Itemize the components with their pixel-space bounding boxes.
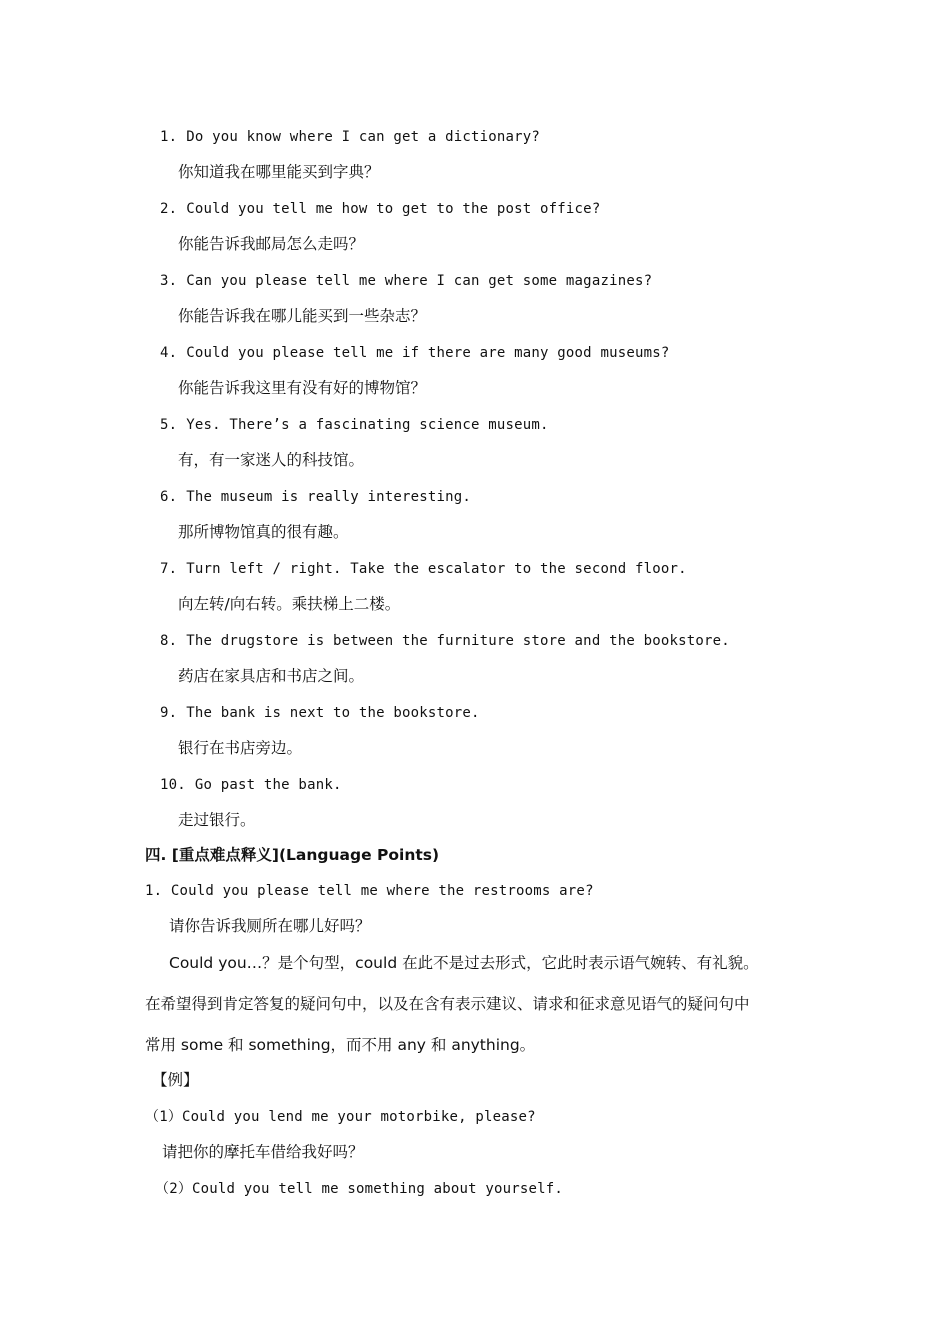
sentence-translation: 你能告诉我在哪儿能买到一些杂志？	[178, 307, 427, 325]
sentence-english	[160, 487, 471, 507]
sentence-translation: 你能告诉我这里有没有好的博物馆？	[178, 379, 427, 397]
sentence-number: 5.	[160, 417, 178, 433]
sentence-text: Can you please tell me where I can get some magazines?	[186, 273, 653, 289]
explanation-line-2: 在希望得到肯定答复的疑问句中，以及在含有表示建议、请求和征求意见语气的疑问句中	[145, 995, 750, 1013]
sentence-number: 8.	[160, 633, 178, 649]
example-2: （2）Could you tell me something about yourself.	[155, 1181, 564, 1197]
example-1: （1）Could you lend me your motorbike, please?	[145, 1109, 536, 1125]
sentence-number: 2.	[160, 201, 178, 217]
sentence-translation: 银行在书店旁边。	[178, 739, 303, 757]
sentence-number: 7.	[160, 561, 178, 577]
example-1-translation: 请把你的摩托车借给我好吗？	[162, 1143, 364, 1161]
sentence-number: 6.	[160, 489, 178, 505]
explanation-line-1: Could you…？是个句型，could 在此不是过去形式，它此时表示语气婉转、有礼貌。	[169, 954, 759, 972]
sentence-text: Do you know where I can get a dictionary?	[186, 129, 541, 145]
sentence-english	[160, 631, 730, 651]
sentence-text: The museum is really interesting.	[186, 489, 472, 505]
sentence-english	[160, 271, 652, 291]
sentence-text: The bank is next to the bookstore.	[186, 705, 480, 721]
sentence-text: Could you please tell me if there are many good museums?	[186, 345, 670, 361]
sentence-english	[160, 415, 549, 435]
sentence-number: 4.	[160, 345, 178, 361]
sentence-english	[160, 127, 540, 147]
sentence-text: The drugstore is between the furniture store and the bookstore.	[186, 633, 730, 649]
sentence-english	[160, 775, 342, 795]
sentence-text: Turn left / right. Take the escalator to the second floor.	[186, 561, 687, 577]
sentence-text: Yes. There’s a fascinating science museum.	[186, 417, 549, 433]
sentence-translation: 走过银行。	[178, 811, 256, 829]
language-point-1: 1. Could you please tell me where the restrooms are?	[145, 883, 594, 899]
sentence-translation: 有，有一家迷人的科技馆。	[178, 451, 365, 469]
sentence-translation: 你能告诉我邮局怎么走吗？	[178, 235, 365, 253]
sentence-english	[160, 703, 480, 723]
sentence-number: 3.	[160, 273, 178, 289]
sentence-english	[160, 199, 600, 219]
explanation-line-3: 常用 some 和 something，而不用 any 和 anything。	[145, 1036, 536, 1054]
sentence-translation: 向左转/向右转。乘扶梯上二楼。	[178, 595, 401, 613]
sentence-text: Go past the bank.	[194, 777, 342, 793]
sentence-number: 1.	[160, 129, 178, 145]
sentence-english	[160, 559, 687, 579]
sentence-number: 10.	[160, 777, 186, 793]
section-heading: 四. [重点难点释义](Language Points)	[145, 846, 440, 864]
language-point-1-translation: 请你告诉我厕所在哪儿好吗？	[169, 917, 371, 935]
sentence-translation: 那所博物馆真的很有趣。	[178, 523, 349, 541]
sentence-translation: 药店在家具店和书店之间。	[178, 667, 365, 685]
sentence-translation: 你知道我在哪里能买到字典？	[178, 163, 380, 181]
example-label: 【例】	[152, 1071, 199, 1089]
sentence-number: 9.	[160, 705, 178, 721]
sentence-english	[160, 343, 669, 363]
sentence-text: Could you tell me how to get to the post office?	[186, 201, 601, 217]
